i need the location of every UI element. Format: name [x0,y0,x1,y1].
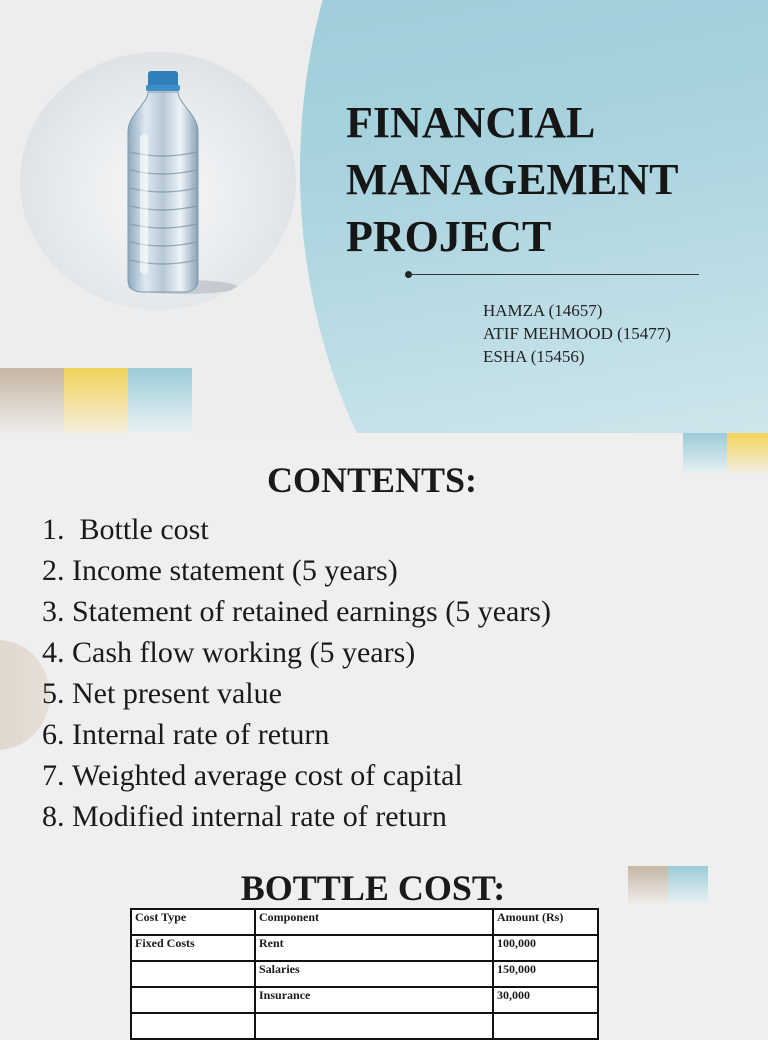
table-cell: 30,000 [493,987,598,1013]
title-divider [408,274,699,275]
bottle-cost-table [130,908,599,1040]
author-name: ESHA (15456) [483,347,585,366]
list-item: 7. Weighted average cost of capital [42,759,463,792]
bottle-icon [20,52,296,310]
table-cell: Salaries [255,961,493,987]
list-item: 5. Net present value [42,677,282,710]
list-item: 6. Internal rate of return [42,718,330,751]
list-item: 1. Bottle cost [42,513,209,546]
author-name: HAMZA (14657) [483,301,603,320]
table-cell [131,987,255,1013]
decorative-block-beige [0,368,64,433]
column-header: Cost Type [131,909,255,935]
table-header-row [131,909,598,935]
table-cell [131,1013,255,1039]
title-line-2: MANAGEMENT [346,155,679,204]
table-row [131,1013,598,1039]
list-item: 8. Modified internal rate of return [42,800,447,833]
column-header: Component [255,909,493,935]
decorative-block-yellow [64,368,128,433]
title-line-1: FINANCIAL [346,98,596,147]
contents-heading: CONTENTS: [266,460,478,500]
table-cell: 150,000 [493,961,598,987]
title-line-3: PROJECT [346,212,552,261]
author-name: ATIF MEHMOOD (15477) [483,324,671,343]
table-row [131,961,598,987]
title-slide [0,0,768,433]
table-row [131,935,598,961]
list-item: 3. Statement of retained earnings (5 years) [42,595,551,628]
table-cell: Insurance [255,987,493,1013]
list-item: 4. Cash flow working (5 years) [42,636,416,669]
water-bottle-image [20,52,296,310]
presentation-title [346,94,678,265]
table-cell [255,1013,493,1039]
table-cell: Fixed Costs [131,935,255,961]
decorative-block-blue [128,368,192,433]
table-cell: Rent [255,935,493,961]
table-row [131,987,598,1013]
column-header: Amount (Rs) [493,909,598,935]
author-list [483,299,671,368]
table-cell: 100,000 [493,935,598,961]
table-cell [131,961,255,987]
table-cell [493,1013,598,1039]
bottle-cost-heading: BOTTLE COST: [240,868,506,908]
list-item: 2. Income statement (5 years) [42,554,398,587]
contents-list [42,509,551,837]
